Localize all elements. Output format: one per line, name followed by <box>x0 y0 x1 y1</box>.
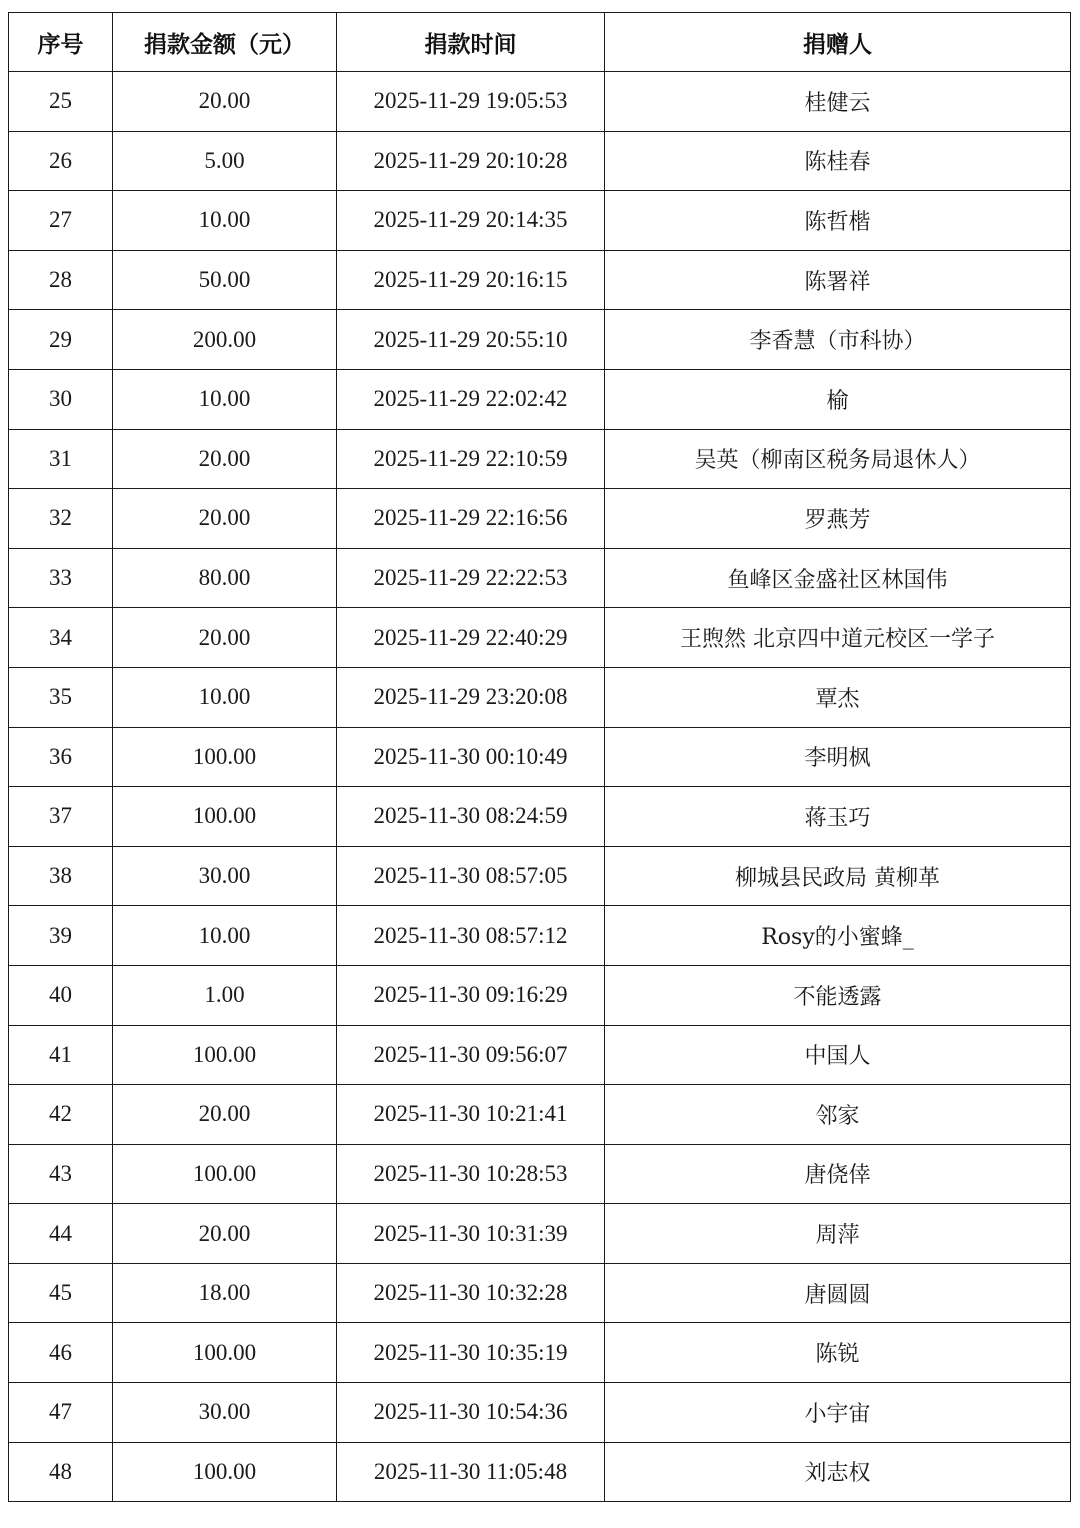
cell-index: 37 <box>9 787 113 847</box>
cell-index: 29 <box>9 310 113 370</box>
table-row <box>9 608 1071 668</box>
cell-donor: 周萍 <box>605 1204 1071 1264</box>
table-row <box>9 369 1071 429</box>
cell-donor: 陈哲楷 <box>605 191 1071 251</box>
cell-donor: 王煦然 北京四中道元校区一学子 <box>605 608 1071 668</box>
header-amount: 捐款金额（元） <box>113 13 337 72</box>
cell-time: 2025-11-29 22:40:29 <box>337 608 605 668</box>
cell-amount: 20.00 <box>113 489 337 549</box>
cell-donor: Rosy的小蜜蜂_ <box>605 906 1071 966</box>
cell-donor: 陈锐 <box>605 1323 1071 1383</box>
cell-donor: 蒋玉巧 <box>605 787 1071 847</box>
cell-time: 2025-11-30 10:31:39 <box>337 1204 605 1264</box>
cell-time: 2025-11-30 10:32:28 <box>337 1263 605 1323</box>
cell-amount: 10.00 <box>113 191 337 251</box>
cell-time: 2025-11-30 09:16:29 <box>337 965 605 1025</box>
cell-amount: 10.00 <box>113 667 337 727</box>
cell-amount: 20.00 <box>113 1204 337 1264</box>
cell-amount: 30.00 <box>113 1383 337 1443</box>
cell-index: 45 <box>9 1263 113 1323</box>
cell-index: 27 <box>9 191 113 251</box>
cell-index: 38 <box>9 846 113 906</box>
cell-index: 41 <box>9 1025 113 1085</box>
cell-donor: 唐圆圆 <box>605 1263 1071 1323</box>
table-row <box>9 965 1071 1025</box>
cell-amount: 1.00 <box>113 965 337 1025</box>
cell-donor: 柳城县民政局 黄柳革 <box>605 846 1071 906</box>
cell-amount: 20.00 <box>113 429 337 489</box>
cell-time: 2025-11-29 20:55:10 <box>337 310 605 370</box>
cell-donor: 吴英（柳南区税务局退休人） <box>605 429 1071 489</box>
table-row <box>9 1323 1071 1383</box>
cell-index: 32 <box>9 489 113 549</box>
cell-amount: 20.00 <box>113 72 337 132</box>
header-time: 捐款时间 <box>337 13 605 72</box>
table-row <box>9 1025 1071 1085</box>
table-row <box>9 250 1071 310</box>
header-index: 序号 <box>9 13 113 72</box>
cell-index: 30 <box>9 369 113 429</box>
cell-amount: 100.00 <box>113 1144 337 1204</box>
cell-donor: 李明枫 <box>605 727 1071 787</box>
table-row <box>9 1263 1071 1323</box>
cell-index: 39 <box>9 906 113 966</box>
cell-time: 2025-11-29 23:20:08 <box>337 667 605 727</box>
cell-index: 42 <box>9 1085 113 1145</box>
table-body <box>9 72 1071 1502</box>
cell-time: 2025-11-30 09:56:07 <box>337 1025 605 1085</box>
cell-index: 43 <box>9 1144 113 1204</box>
donation-table-sheet <box>8 12 1070 1502</box>
cell-donor: 陈署祥 <box>605 250 1071 310</box>
cell-time: 2025-11-30 08:24:59 <box>337 787 605 847</box>
cell-donor: 罗燕芳 <box>605 489 1071 549</box>
cell-index: 25 <box>9 72 113 132</box>
header-row <box>9 13 1071 72</box>
table-row <box>9 1383 1071 1443</box>
table-header <box>9 13 1071 72</box>
cell-index: 48 <box>9 1442 113 1502</box>
cell-index: 26 <box>9 131 113 191</box>
cell-amount: 20.00 <box>113 1085 337 1145</box>
cell-index: 36 <box>9 727 113 787</box>
cell-time: 2025-11-30 11:05:48 <box>337 1442 605 1502</box>
table-row <box>9 1144 1071 1204</box>
cell-time: 2025-11-29 19:05:53 <box>337 72 605 132</box>
table-row <box>9 191 1071 251</box>
cell-amount: 80.00 <box>113 548 337 608</box>
table-row <box>9 846 1071 906</box>
table-row <box>9 727 1071 787</box>
cell-index: 33 <box>9 548 113 608</box>
table-row <box>9 429 1071 489</box>
table-row <box>9 310 1071 370</box>
cell-time: 2025-11-29 20:10:28 <box>337 131 605 191</box>
cell-time: 2025-11-29 22:22:53 <box>337 548 605 608</box>
cell-donor: 邻家 <box>605 1085 1071 1145</box>
cell-time: 2025-11-30 10:35:19 <box>337 1323 605 1383</box>
cell-amount: 100.00 <box>113 727 337 787</box>
cell-index: 47 <box>9 1383 113 1443</box>
cell-amount: 18.00 <box>113 1263 337 1323</box>
table-row <box>9 787 1071 847</box>
cell-donor: 唐侥倖 <box>605 1144 1071 1204</box>
table-row <box>9 131 1071 191</box>
cell-donor: 鱼峰区金盛社区林国伟 <box>605 548 1071 608</box>
cell-amount: 30.00 <box>113 846 337 906</box>
table-row <box>9 489 1071 549</box>
cell-amount: 10.00 <box>113 906 337 966</box>
cell-time: 2025-11-29 20:16:15 <box>337 250 605 310</box>
table-row <box>9 906 1071 966</box>
cell-amount: 10.00 <box>113 369 337 429</box>
cell-index: 31 <box>9 429 113 489</box>
cell-donor: 刘志权 <box>605 1442 1071 1502</box>
cell-amount: 100.00 <box>113 1442 337 1502</box>
cell-time: 2025-11-29 22:02:42 <box>337 369 605 429</box>
table-row <box>9 1442 1071 1502</box>
cell-time: 2025-11-30 10:54:36 <box>337 1383 605 1443</box>
cell-index: 28 <box>9 250 113 310</box>
cell-amount: 5.00 <box>113 131 337 191</box>
cell-donor: 李香慧（市科协） <box>605 310 1071 370</box>
cell-amount: 200.00 <box>113 310 337 370</box>
cell-amount: 50.00 <box>113 250 337 310</box>
cell-time: 2025-11-30 10:28:53 <box>337 1144 605 1204</box>
cell-index: 35 <box>9 667 113 727</box>
cell-time: 2025-11-30 00:10:49 <box>337 727 605 787</box>
cell-donor: 不能透露 <box>605 965 1071 1025</box>
cell-index: 34 <box>9 608 113 668</box>
cell-donor: 小宇宙 <box>605 1383 1071 1443</box>
cell-time: 2025-11-30 08:57:05 <box>337 846 605 906</box>
cell-index: 46 <box>9 1323 113 1383</box>
cell-index: 40 <box>9 965 113 1025</box>
cell-amount: 100.00 <box>113 1025 337 1085</box>
table-row <box>9 1085 1071 1145</box>
cell-time: 2025-11-29 22:16:56 <box>337 489 605 549</box>
cell-time: 2025-11-29 20:14:35 <box>337 191 605 251</box>
cell-amount: 100.00 <box>113 1323 337 1383</box>
cell-donor: 陈桂春 <box>605 131 1071 191</box>
cell-time: 2025-11-29 22:10:59 <box>337 429 605 489</box>
cell-index: 44 <box>9 1204 113 1264</box>
cell-donor: 中国人 <box>605 1025 1071 1085</box>
table-row <box>9 548 1071 608</box>
table-row <box>9 1204 1071 1264</box>
donation-table <box>8 12 1071 1502</box>
cell-amount: 20.00 <box>113 608 337 668</box>
table-row <box>9 72 1071 132</box>
cell-amount: 100.00 <box>113 787 337 847</box>
table-row <box>9 667 1071 727</box>
header-donor: 捐赠人 <box>605 13 1071 72</box>
cell-donor: 覃杰 <box>605 667 1071 727</box>
cell-donor: 榆 <box>605 369 1071 429</box>
cell-time: 2025-11-30 08:57:12 <box>337 906 605 966</box>
cell-time: 2025-11-30 10:21:41 <box>337 1085 605 1145</box>
cell-donor: 桂健云 <box>605 72 1071 132</box>
